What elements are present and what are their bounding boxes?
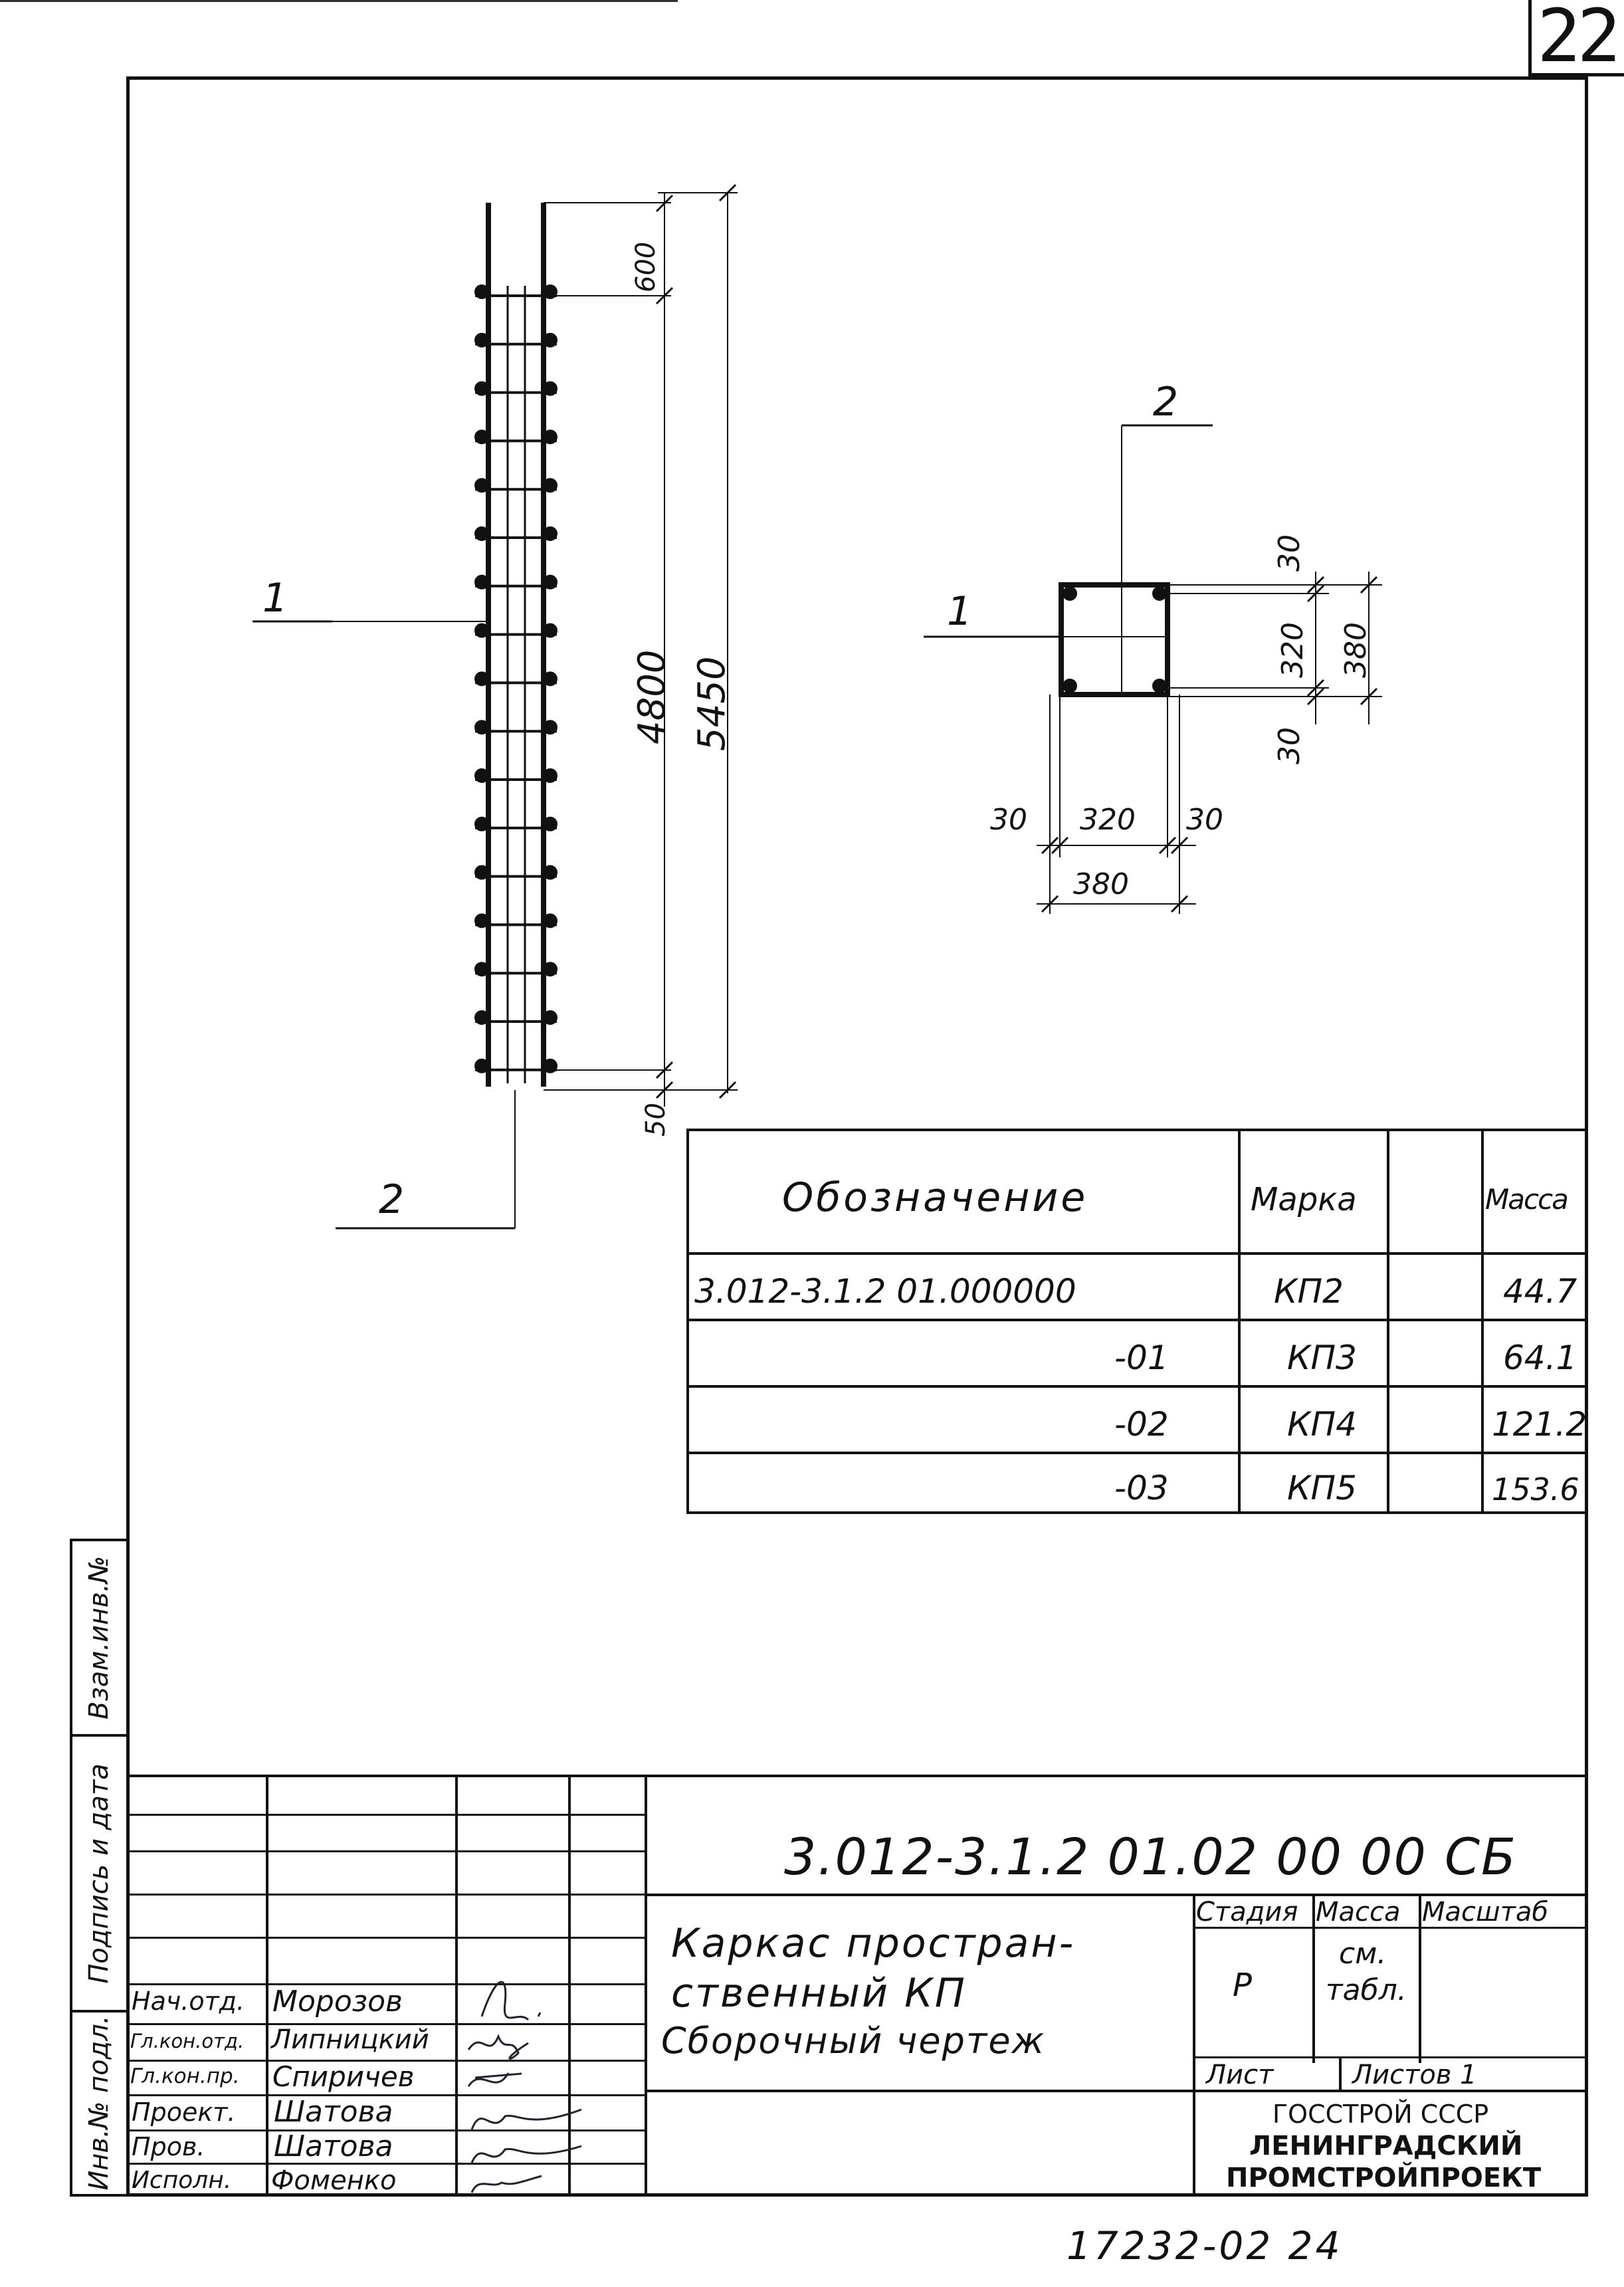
dim-section-380-h: 380 <box>1073 867 1129 901</box>
dim-600: 600 <box>631 241 661 292</box>
org-line-1: ГОССТРОЙ СССР <box>1272 2100 1489 2129</box>
bar-node <box>476 625 488 637</box>
tb-col-1 <box>266 1777 268 2197</box>
drawing-code: 3.012-3.1.2 01.02 00 00 СБ <box>784 1827 1518 1886</box>
dim-section-380-v: 380 <box>1339 622 1373 678</box>
section-view <box>924 425 1382 914</box>
stage-header: Стадия <box>1196 1897 1298 1927</box>
bar-node <box>544 1012 556 1024</box>
bar-node <box>476 431 488 443</box>
staff-name-5: Фоменко <box>271 2165 397 2196</box>
staff-name-4: Шатова <box>274 2129 393 2163</box>
dim-section-30-top: 30 <box>1272 534 1306 572</box>
bar-node <box>476 673 488 685</box>
bar-node <box>476 963 488 975</box>
title-line-1: Каркас простран- <box>671 1920 1076 1967</box>
tb-right-col-sheets <box>1339 2056 1342 2091</box>
side-stamp-line-1 <box>72 1734 126 1737</box>
sheet-number: 22 <box>1537 0 1617 78</box>
side-stamp-original-inv: Инв.№ подл. <box>84 2015 114 2191</box>
bar-node <box>476 721 488 733</box>
staff-role-5: Исполн. <box>132 2167 232 2194</box>
tb-row-1 <box>126 1814 645 1816</box>
dim-section-320-v: 320 <box>1276 622 1310 678</box>
spec-row-3-designation: -03 <box>1114 1469 1169 1507</box>
bar-node <box>476 770 488 782</box>
section-bars <box>1063 586 1167 693</box>
bar-node <box>544 576 556 588</box>
bar-node <box>476 576 488 588</box>
bar-node <box>544 334 556 346</box>
callout-2-elevation: 2 <box>379 1176 405 1223</box>
spec-row-0-designation: 3.012-3.1.2 01.000000 <box>694 1272 1076 1311</box>
dim-50: 50 <box>641 1103 671 1137</box>
bar-node <box>544 915 556 926</box>
bar-node <box>476 383 488 395</box>
spec-col-line-1 <box>1238 1131 1241 1511</box>
staff-role-1: Гл.кон.отд. <box>130 2030 245 2052</box>
tb-right-col-scale <box>1419 1894 1421 2063</box>
spec-col-line-2 <box>1387 1131 1389 1511</box>
bar-node <box>476 286 488 298</box>
bar-node <box>544 770 556 782</box>
bar-node <box>476 528 488 540</box>
bar-node <box>544 528 556 540</box>
staff-role-0: Нач.отд. <box>132 1987 245 2016</box>
spec-table <box>686 1129 1588 1514</box>
dim-5450: 5450 <box>690 656 734 751</box>
callout-1-section: 1 <box>947 588 973 635</box>
spec-row-line-3 <box>689 1385 1585 1388</box>
bar-node <box>476 915 488 926</box>
tb-right-col-stage <box>1193 1894 1195 2197</box>
spec-row-3-mark: КП5 <box>1287 1469 1357 1507</box>
dim-4800: 4800 <box>631 649 674 744</box>
mass-value-1: см. <box>1339 1937 1387 1971</box>
bar-node <box>544 625 556 637</box>
side-stamp-replaced-inv: Взам.инв.№ <box>84 1555 114 1720</box>
side-stamp-line-2 <box>72 2010 126 2013</box>
staff-name-2: Спиричев <box>272 2060 415 2093</box>
bar-node <box>544 479 556 491</box>
mass-header: Масса <box>1316 1897 1401 1927</box>
spec-row-1-mark: КП3 <box>1287 1339 1357 1377</box>
bar-node <box>544 431 556 443</box>
title-line-3: Сборочный чертеж <box>661 2020 1046 2062</box>
bar-node <box>544 383 556 395</box>
spec-row-line-2 <box>689 1319 1585 1321</box>
side-stamp-signature-date: Подпись и дата <box>84 1763 114 1984</box>
spec-row-1-designation: -01 <box>1114 1339 1169 1377</box>
bar-node <box>476 818 488 830</box>
staff-name-0: Морозов <box>272 1985 403 2018</box>
bottom-reference: 17232-02 24 <box>1066 2223 1343 2268</box>
bar-node <box>476 1060 488 1072</box>
spec-row-0-mass: 44.7 <box>1503 1272 1577 1311</box>
mass-value-2: табл. <box>1326 1973 1407 2007</box>
spec-row-3-mass: 153.6 <box>1492 1471 1579 1507</box>
callout-1-elevation: 1 <box>262 575 288 621</box>
spec-row-line-4 <box>689 1452 1585 1454</box>
staff-role-3: Проект. <box>132 2098 236 2127</box>
dim-section-30-left: 30 <box>990 803 1027 837</box>
sheets-label: Листов 1 <box>1352 2060 1477 2090</box>
staff-name-1: Липницкий <box>271 2024 429 2055</box>
scale-header: Масштаб <box>1422 1897 1549 1927</box>
spec-row-line-1 <box>689 1252 1585 1255</box>
spec-row-2-designation: -02 <box>1114 1405 1169 1444</box>
dim-section-30-bottom: 30 <box>1272 727 1306 764</box>
spec-row-1-mass: 64.1 <box>1503 1339 1577 1377</box>
side-stamp <box>70 1539 126 2197</box>
staff-role-4: Пров. <box>132 2132 205 2161</box>
tb-right-col-mass <box>1312 1894 1315 2063</box>
org-line-3: ПРОМСТРОЙПРОЕКТ <box>1226 2163 1542 2193</box>
bar-node <box>476 334 488 346</box>
staff-name-3: Шатова <box>274 2095 393 2129</box>
spec-row-2-mark: КП4 <box>1287 1405 1357 1444</box>
bar-node <box>544 673 556 685</box>
bar-node <box>544 867 556 879</box>
tb-row-3 <box>126 1894 645 1896</box>
bar-node <box>544 818 556 830</box>
bar-node <box>544 963 556 975</box>
title-line-2: ственный КП <box>671 1970 967 2016</box>
title-block <box>126 1775 1588 2197</box>
spec-header-mass: Масса <box>1485 1183 1568 1216</box>
callout-2-section: 2 <box>1153 379 1179 425</box>
tb-row-2 <box>126 1850 645 1852</box>
staff-role-2: Гл.кон.пр. <box>130 2064 240 2088</box>
spec-header-designation: Обозначение <box>782 1174 1088 1221</box>
spec-col-line-3 <box>1481 1131 1484 1511</box>
stage-value: Р <box>1233 1967 1252 2004</box>
tb-right-row-code <box>645 1894 1585 1896</box>
bar-node <box>476 479 488 491</box>
bar-node <box>476 1012 488 1024</box>
spec-row-2-mass: 121.2 <box>1492 1405 1587 1444</box>
spec-row-0-mark: КП2 <box>1274 1272 1344 1311</box>
bar-node <box>544 721 556 733</box>
sheet-label: Лист <box>1206 2060 1274 2090</box>
dim-section-30-right: 30 <box>1186 803 1223 837</box>
bar-node <box>476 867 488 879</box>
org-line-2: ЛЕНИНГРАДСКИЙ <box>1249 2131 1523 2161</box>
spec-header-mark: Марка <box>1251 1181 1357 1218</box>
tb-right-row-sheet <box>1193 2056 1585 2058</box>
dim-section-320-h: 320 <box>1080 803 1136 837</box>
